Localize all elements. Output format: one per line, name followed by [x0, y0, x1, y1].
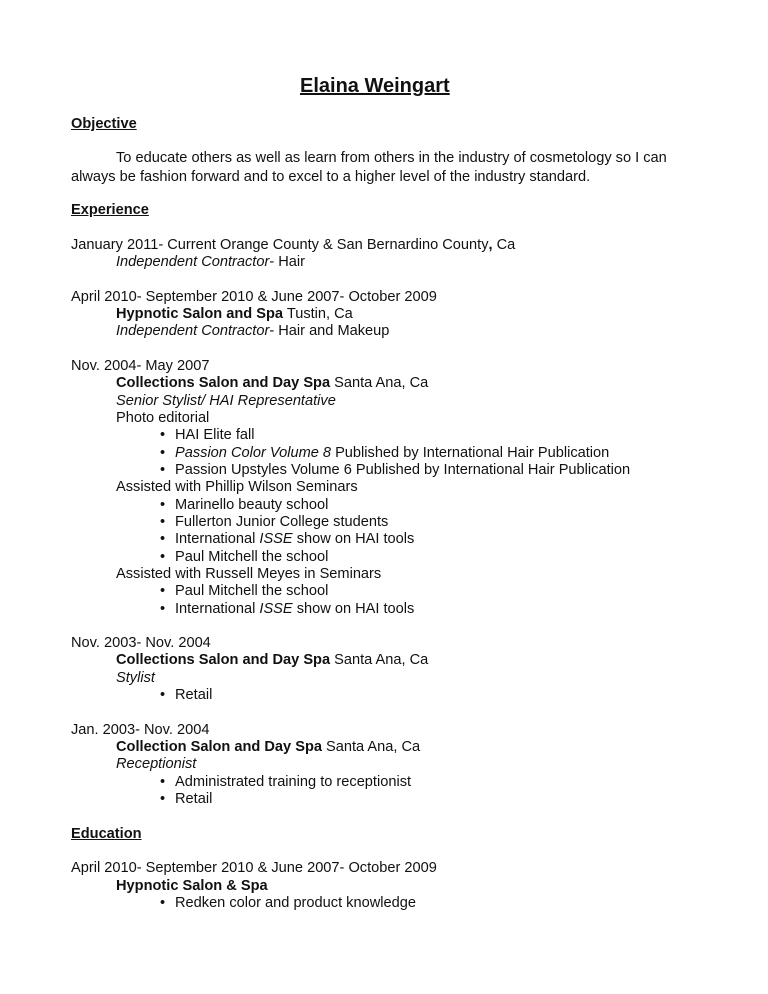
- list-item-text: show on HAI tools: [292, 531, 415, 547]
- job5-salon-name: Collection Salon and Day Spa: [116, 739, 322, 755]
- job5-dates: Jan. 2003- Nov. 2004: [71, 722, 210, 738]
- list-item-text: Fullerton Junior College students: [175, 514, 389, 530]
- job3-photo-editorial: Photo editorial: [116, 410, 210, 426]
- job3-dates: Nov. 2004- May 2007: [71, 358, 210, 374]
- job2-salon: [116, 306, 353, 323]
- list-item-text: HAI Elite fall: [175, 427, 255, 443]
- job1-role: [116, 254, 305, 271]
- job4-salon: [116, 652, 428, 669]
- job2-dates: April 2010- September 2010 & June 2007- October 2009: [71, 289, 437, 305]
- list-item: [160, 791, 212, 808]
- list-item: [160, 445, 609, 462]
- list-item-title: ISSE: [259, 601, 293, 617]
- objective-line-1: To educate others as well as learn from others in the industry of cosmetology so I can: [116, 150, 667, 166]
- list-item-text: Published by International Hair Publication: [331, 445, 610, 461]
- list-item: [160, 774, 411, 791]
- job2-role-suffix: - Hair and Makeup: [269, 323, 390, 339]
- list-item-text: Retail: [175, 687, 213, 703]
- job2-salon-name: Hypnotic Salon and Spa: [116, 306, 284, 322]
- list-item: [160, 514, 388, 531]
- job4-role: Stylist: [116, 670, 155, 686]
- list-item-text: Redken color and product knowledge: [175, 895, 416, 911]
- list-item-text: Passion Upstyles Volume 6 Published by International Hair Publication: [175, 462, 631, 478]
- list-item-text: Paul Mitchell the school: [175, 549, 329, 565]
- list-item-text: International: [175, 531, 260, 547]
- job1-state: Ca: [492, 237, 516, 253]
- job2-location: Tustin, Ca: [283, 306, 353, 322]
- list-item: [160, 601, 414, 618]
- job5-location: Santa Ana, Ca: [321, 739, 421, 755]
- job3-salon-name: Collections Salon and Day Spa: [116, 375, 331, 391]
- job1-role-title: Independent Contractor: [116, 254, 270, 270]
- list-item-text: Retail: [175, 791, 213, 807]
- job4-location: Santa Ana, Ca: [330, 652, 429, 668]
- list-item: [160, 497, 328, 514]
- list-item-text: Administrated training to receptionist: [175, 774, 412, 790]
- job1-dates: [71, 237, 515, 254]
- list-item-text: International: [175, 601, 260, 617]
- education-heading: Education: [71, 826, 142, 842]
- list-item: [160, 462, 630, 479]
- list-item-text: show on HAI tools: [292, 601, 415, 617]
- list-item-title: ISSE: [259, 531, 293, 547]
- job2-role-title: Independent Contractor: [116, 323, 270, 339]
- list-item: [160, 687, 212, 704]
- job3-assisted-1: Assisted with Phillip Wilson Seminars: [116, 479, 358, 495]
- job1-dates-text: January 2011- Current Orange County & San Bernardino County: [71, 237, 489, 253]
- list-item: [160, 583, 328, 600]
- job3-assisted-2: Assisted with Russell Meyes in Seminars: [116, 566, 382, 582]
- job3-location: Santa Ana, Ca: [330, 375, 429, 391]
- list-item: [160, 531, 414, 548]
- job1-role-suffix: - Hair: [269, 254, 306, 270]
- list-item: [160, 427, 254, 444]
- list-item-text: Paul Mitchell the school: [175, 583, 329, 599]
- list-item-title: Passion Color Volume 8: [175, 445, 332, 461]
- job3-role: Senior Stylist/ HAI Representative: [116, 393, 336, 409]
- job5-role: Receptionist: [116, 756, 197, 772]
- list-item: [160, 549, 328, 566]
- list-item-text: Marinello beauty school: [175, 497, 329, 513]
- job2-role: [116, 323, 389, 340]
- resume-name: Elaina Weingart: [300, 75, 450, 97]
- objective-heading: Objective: [71, 116, 137, 132]
- education-school: Hypnotic Salon & Spa: [116, 878, 268, 894]
- job4-dates: Nov. 2003- Nov. 2004: [71, 635, 211, 651]
- job1-comma: ,: [488, 237, 493, 253]
- experience-heading: Experience: [71, 202, 149, 218]
- list-item: [160, 895, 416, 912]
- objective-line-2: always be fashion forward and to excel to a higher level of the industry standard.: [71, 169, 591, 185]
- job4-salon-name: Collections Salon and Day Spa: [116, 652, 331, 668]
- job5-salon: [116, 739, 420, 756]
- job3-salon: [116, 375, 428, 392]
- education-dates: April 2010- September 2010 & June 2007- October 2009: [71, 860, 437, 876]
